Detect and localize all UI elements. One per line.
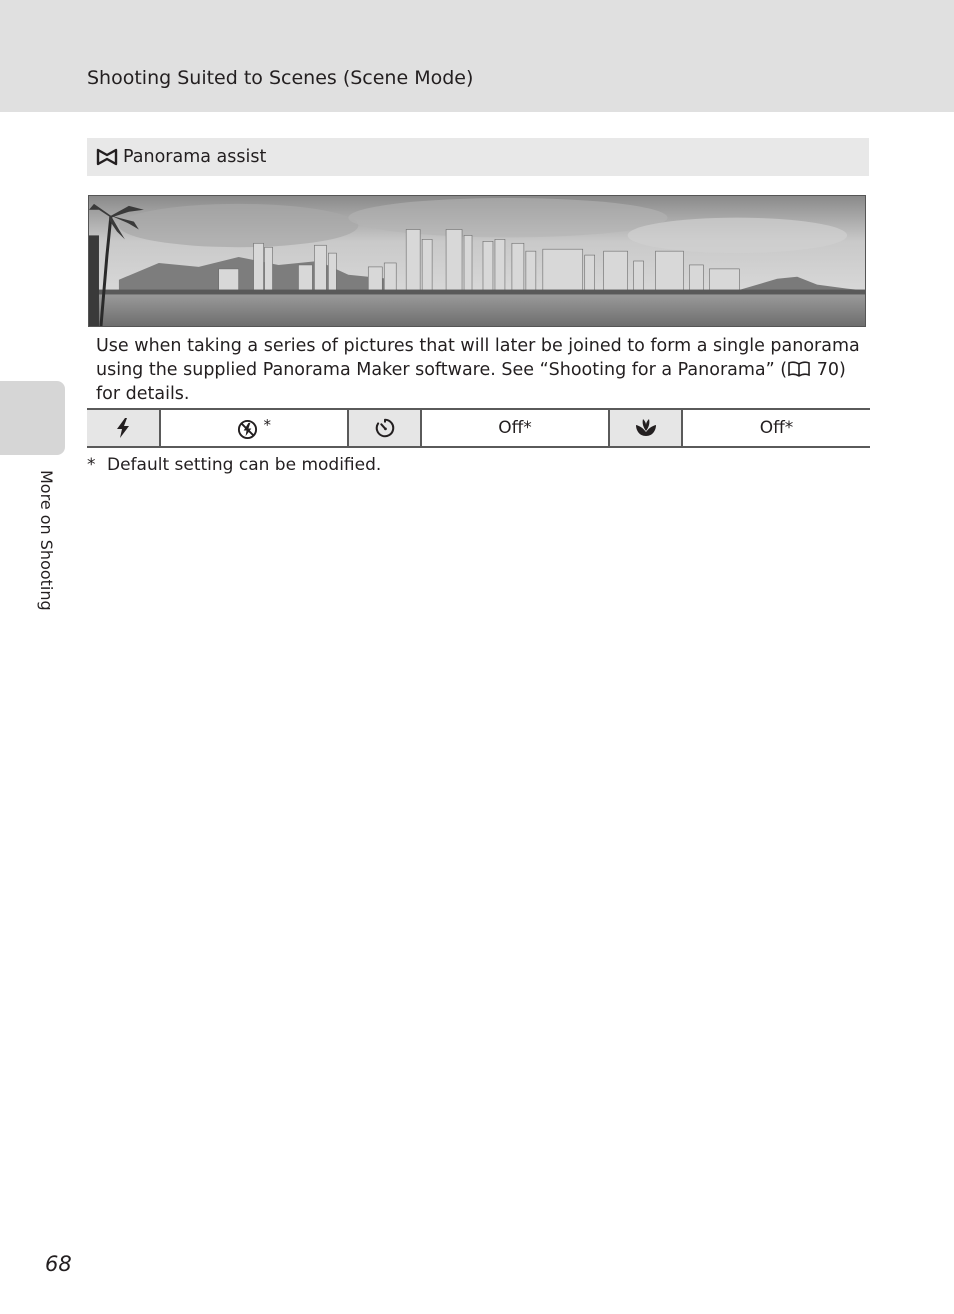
- flash-mode-icon: [114, 418, 132, 438]
- footnote: [87, 455, 381, 475]
- description-text-before: Use when taking a series of pictures that will later be joined to form a single panorama using the supplied Panorama Maker software. See “Shooting for a Panorama” (: [96, 336, 860, 380]
- footnote-text: Default setting can be modified.: [107, 455, 382, 475]
- description-paragraph: [96, 334, 866, 406]
- chapter-tab-label: More on Shooting: [37, 470, 56, 611]
- page-number: 68: [45, 1252, 72, 1276]
- flash-off-icon: [237, 419, 263, 439]
- header-band: [0, 0, 954, 112]
- self-timer-icon: [374, 418, 396, 438]
- flash-mode-cell: [87, 409, 160, 447]
- self-timer-value-cell: Off*: [421, 409, 609, 447]
- macro-mode-cell: [609, 409, 682, 447]
- book-reference-icon: [787, 360, 811, 376]
- default-settings-table: [87, 408, 870, 448]
- page-header-title: Shooting Suited to Scenes (Scene Mode): [87, 67, 474, 89]
- panorama-photo: [88, 195, 866, 327]
- description-page-ref: 70: [816, 360, 839, 380]
- table-row: [87, 409, 870, 447]
- section-title: Panorama assist: [123, 147, 267, 167]
- macro-mode-value-cell: Off*: [682, 409, 870, 447]
- description-text-after: ) for details.: [96, 360, 846, 404]
- footnote-marker: *: [87, 455, 96, 475]
- flash-mode-value-cell: [160, 409, 348, 447]
- macro-mode-icon: [634, 418, 658, 438]
- chapter-tab: [0, 381, 65, 455]
- section-heading-bar: [87, 138, 869, 176]
- panorama-icon: [96, 148, 118, 166]
- self-timer-cell: [348, 409, 421, 447]
- flash-value-suffix: *: [263, 416, 271, 435]
